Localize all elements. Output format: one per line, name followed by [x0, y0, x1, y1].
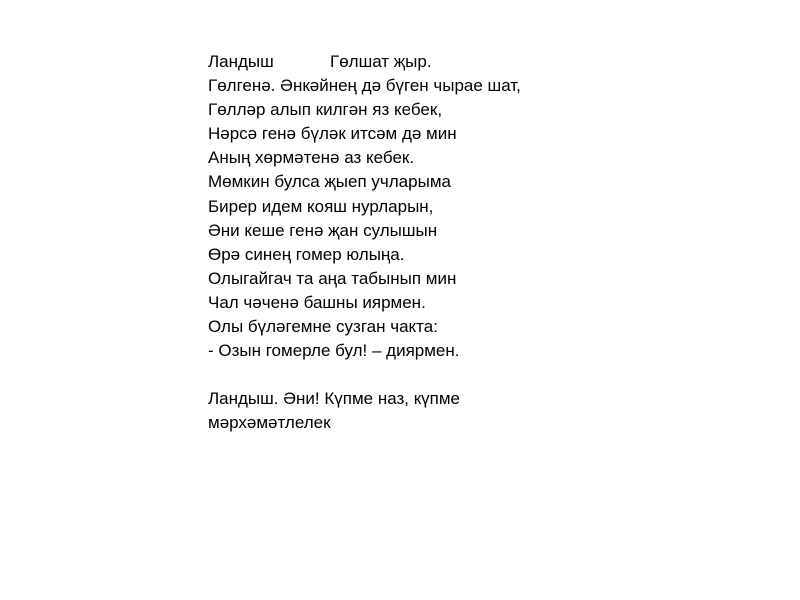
- title-word: Ландыш: [208, 52, 274, 71]
- poem-line: Аның хөрмәтенә аз кебек.: [208, 148, 415, 168]
- poem-line: Мөмкин булса җыеп учларыма: [208, 172, 451, 192]
- poem-line: Өрә синең гомер юлыңа.: [208, 244, 405, 264]
- poem-line: Олыгайгач та аңа табынып мин: [208, 268, 457, 288]
- poem-line: Чал чәченә башны иярмен.: [208, 292, 426, 312]
- closing-line: Ландыш. Әни! Күпме наз, күпме: [208, 389, 460, 409]
- poem-text-block: [208, 50, 768, 436]
- poem-line: Әни кеше генә җан сулышын: [208, 220, 438, 240]
- poem-line: Нәрсә генә бүләк итсәм дә мин: [208, 124, 457, 144]
- closing-line: мәрхәмәтлелек: [208, 413, 331, 433]
- poem-line: Олы бүләгемне сузган чакта:: [208, 317, 438, 337]
- title-row: [208, 50, 768, 74]
- poem-line: Гөлләр алып килгән яз кебек,: [208, 100, 443, 120]
- title-subtitle: Гөлшат җыр.: [330, 52, 432, 71]
- poem-line: - Озын гомерле бул! – диярмен.: [208, 341, 460, 361]
- poem-line: Бирер идем кояш нурларын,: [208, 196, 434, 216]
- stanza-gap: [208, 363, 768, 387]
- poem-line: Гөлгенә. Әнкәйнең дә бүген чырае шат,: [208, 76, 521, 96]
